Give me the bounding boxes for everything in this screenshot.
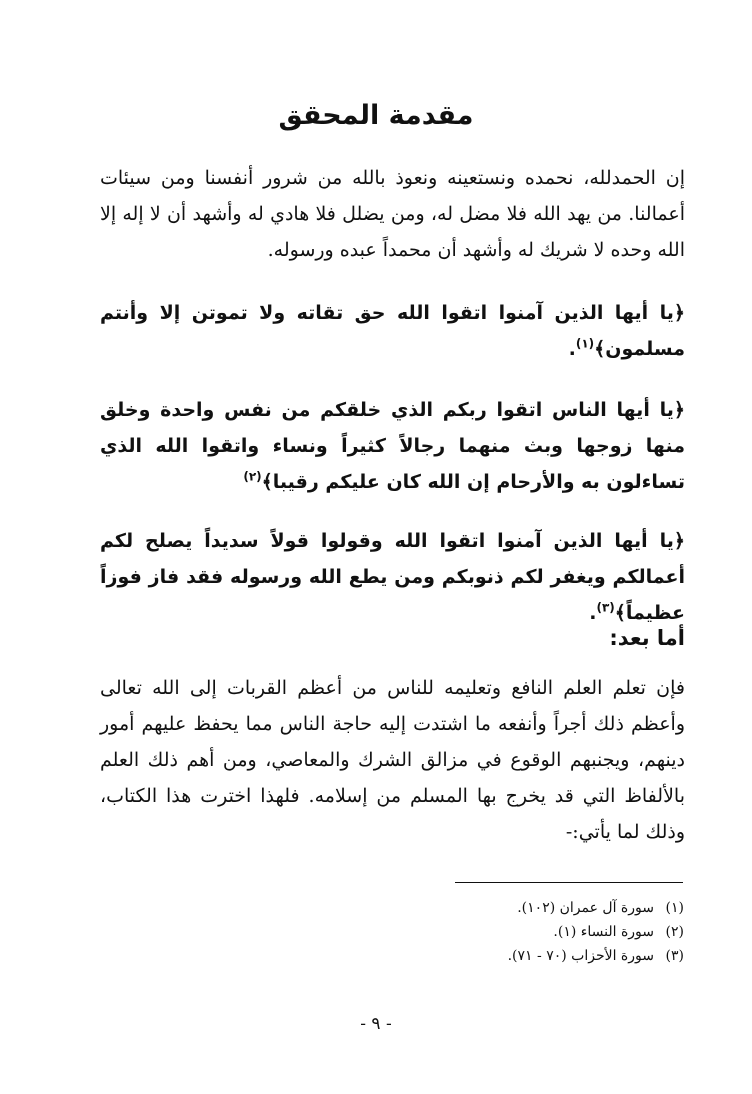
- footnote-reference: (١): [575, 336, 595, 351]
- footnote-item: [384, 896, 684, 920]
- footnote-item: [384, 920, 684, 944]
- intro-paragraph: إن الحمدلله، نحمده ونستعينه ونعوذ بالله من شرور أنفسنا ومن سيئات أعمالنا. من يهد الله فلا مضل له، ومن يضلل فلا هادي له وأشهد أن لا إله إلا الله وحده لا شريك له وأشهد أن محمداً عبده ورسوله.: [100, 167, 685, 261]
- page-number: - ٩ -: [360, 1014, 392, 1034]
- verse-end: .: [589, 602, 597, 624]
- page-title: مقدمة المحقق: [278, 100, 474, 131]
- verse-text: ﴿يا أيها الذين آمنوا اتقوا الله وقولوا قولاً سديداً يصلح لكم أعمالكم ويغفر لكم ذنوبكم ومن يطع الله ورسوله فقد فاز فوزاً عظيماً﴾: [100, 530, 685, 624]
- footnote-item: [384, 944, 684, 968]
- footnotes-list: [384, 896, 684, 968]
- footnote-text: سورة النساء (١).: [553, 924, 654, 940]
- section-heading: أما بعد:: [609, 626, 685, 650]
- verse-paragraph-1: [100, 295, 685, 367]
- footnote-number: (٢): [665, 924, 684, 940]
- footnote-reference: (٣): [596, 600, 615, 615]
- footnote-number: (٣): [665, 948, 684, 964]
- verse-text: ﴿يا أيها الناس اتقوا ربكم الذي خلقكم من نفس واحدة وخلق منها زوجها وبث منهما رجالاً كثيراً ونساء واتقوا الله الذي تساءلون به والأرحام إن الله كان عليكم رقيبا﴾: [100, 399, 685, 493]
- footnote-text: سورة الأحزاب (٧٠ - ٧١).: [507, 948, 654, 964]
- verse-text: ﴿يا أيها الذين آمنوا اتقوا الله حق تقاته ولا تموتن إلا وأنتم مسلمون﴾: [100, 302, 685, 360]
- body-paragraph: فإن تعلم العلم النافع وتعليمه للناس من أعظم القربات إلى الله تعالى وأعظم ذلك أجراً وأنفعه ما اشتدت إليه حاجة الناس مما يحفظ عليهم أمور دينهم، ويجنبهم الوقوع في مزالق الشرك والمعاصي، ومن أهم ذلك العلم بالألفاظ التي قد يخرج بها المسلم من إسلامه. فلهذا اخترت هذا الكتاب، وذلك لما يأتي:-: [100, 677, 685, 843]
- verse-paragraph-3: [100, 523, 685, 631]
- footnote-text: سورة آل عمران (١٠٢).: [517, 900, 654, 916]
- footnote-divider: [455, 882, 683, 883]
- footnote-reference: (٢): [243, 469, 262, 484]
- verse-end: .: [568, 338, 576, 360]
- footnote-number: (١): [665, 900, 684, 916]
- verse-paragraph-2: [100, 392, 685, 500]
